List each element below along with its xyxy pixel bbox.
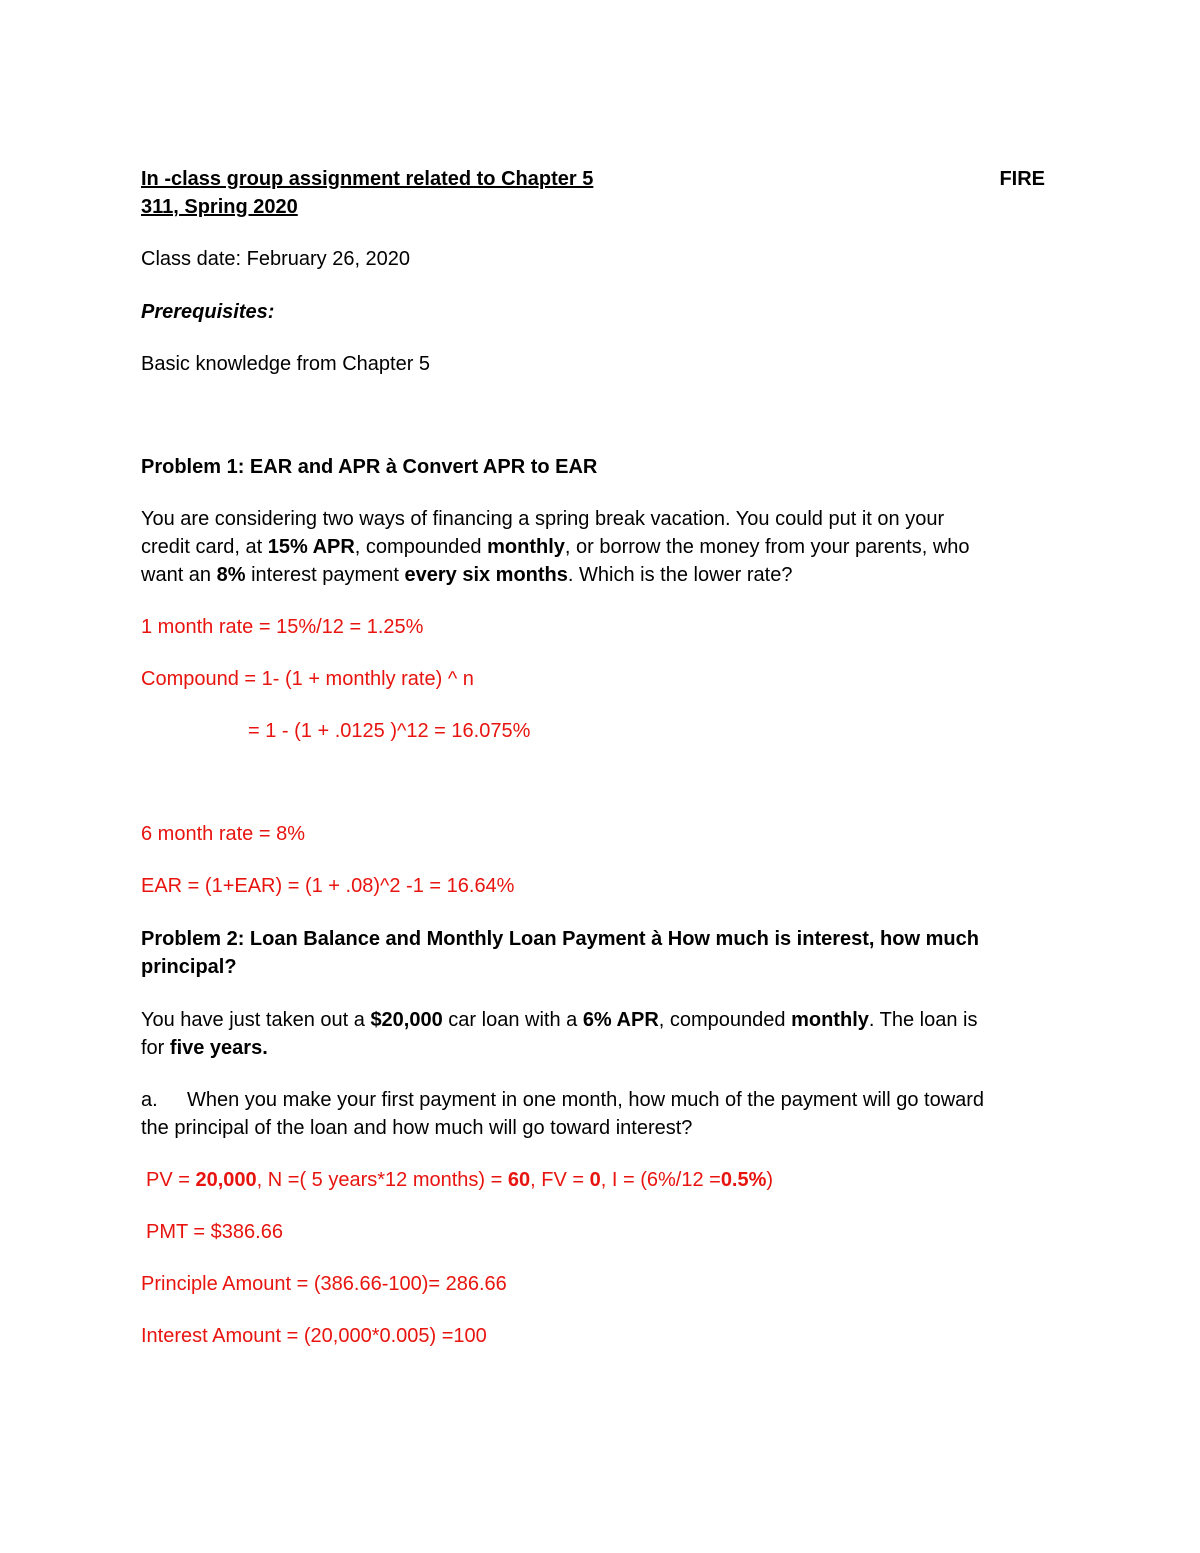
problem1-text-line1: You are considering two ways of financing a spring break vacation. You could put it on your [141,508,945,530]
p2-solution-line3: Principle Amount = (386.66-100)= 286.66 [141,1273,507,1295]
prerequisites-text: Basic knowledge from Chapter 5 [141,353,431,375]
text-run: PV = [146,1169,196,1191]
doc-title-line2: 311, Spring 2020 [141,196,298,218]
period-term: every six months [404,564,568,586]
text-run: . The loan is [868,1009,978,1031]
doc-title: In -class group assignment related to Chapter 5 [141,168,594,190]
text-run: , N =( 5 years*12 months) = [256,1169,508,1191]
prerequisites-heading: Prerequisites: [141,301,275,323]
p2-solution-line4: Interest Amount = (20,000*0.005) =100 [141,1325,487,1347]
p1-solution-line5: EAR = (1+EAR) = (1 + .08)^2 -1 = 16.64% [141,875,515,897]
class-date: Class date: February 26, 2020 [141,248,411,270]
question-a-line1 [141,1088,984,1112]
fv-value: 0 [589,1169,601,1191]
problem2-text-line1 [141,1008,977,1032]
p1-solution-line2: Compound = 1- (1 + monthly rate) ^ n [141,668,474,690]
problem2-heading-line2: principal? [141,956,237,978]
problem1-text-line3 [141,563,792,587]
p1-solution-line3: = 1 - (1 + .0125 )^12 = 16.075% [248,720,531,742]
text-run: for [141,1037,170,1059]
text-run: . Which is the lower rate? [567,564,793,586]
text-run: , or borrow the money from your parents, who [564,536,970,558]
text-run: want an [141,564,217,586]
problem1-heading: Problem 1: EAR and APR à Convert APR to EAR [141,456,598,478]
doc-title-line1 [141,167,1045,191]
loan-amount: $20,000 [370,1009,443,1031]
pv-value: 20,000 [195,1169,257,1191]
n-value: 60 [507,1169,531,1191]
compounding-term: monthly [791,1009,869,1031]
i-value: 0.5% [720,1169,767,1191]
text-run: interest payment [245,564,405,586]
loan-term: five years. [169,1037,268,1059]
problem1-text-line2 [141,535,970,559]
text-run: You have just taken out a [141,1009,371,1031]
text-run: When you make your first payment in one month, how much of the payment will go toward [187,1089,985,1111]
p2-solution-line1 [146,1168,773,1192]
problem2-text-line2 [141,1036,268,1060]
question-a-line2: the principal of the loan and how much will go toward interest? [141,1117,693,1139]
text-run: credit card, at [141,536,268,558]
apr-value: 6% APR [582,1009,659,1031]
text-run: car loan with a [442,1009,583,1031]
text-run: ) [766,1169,774,1191]
p2-solution-line2: PMT = $386.66 [146,1221,283,1243]
rate-value: 8% [216,564,246,586]
question-label: a. [141,1089,158,1111]
course-code: FIRE [999,168,1045,190]
text-run: , FV = [530,1169,590,1191]
text-run: , compounded [658,1009,792,1031]
text-run: , compounded [354,536,488,558]
compounding-term: monthly [487,536,565,558]
text-run: , I = (6%/12 = [600,1169,721,1191]
p1-solution-line1: 1 month rate = 15%/12 = 1.25% [141,616,424,638]
p1-solution-line4: 6 month rate = 8% [141,823,305,845]
problem2-heading-line1: Problem 2: Loan Balance and Monthly Loan Payment à How much is interest, how much [141,928,979,950]
apr-value: 15% APR [267,536,355,558]
